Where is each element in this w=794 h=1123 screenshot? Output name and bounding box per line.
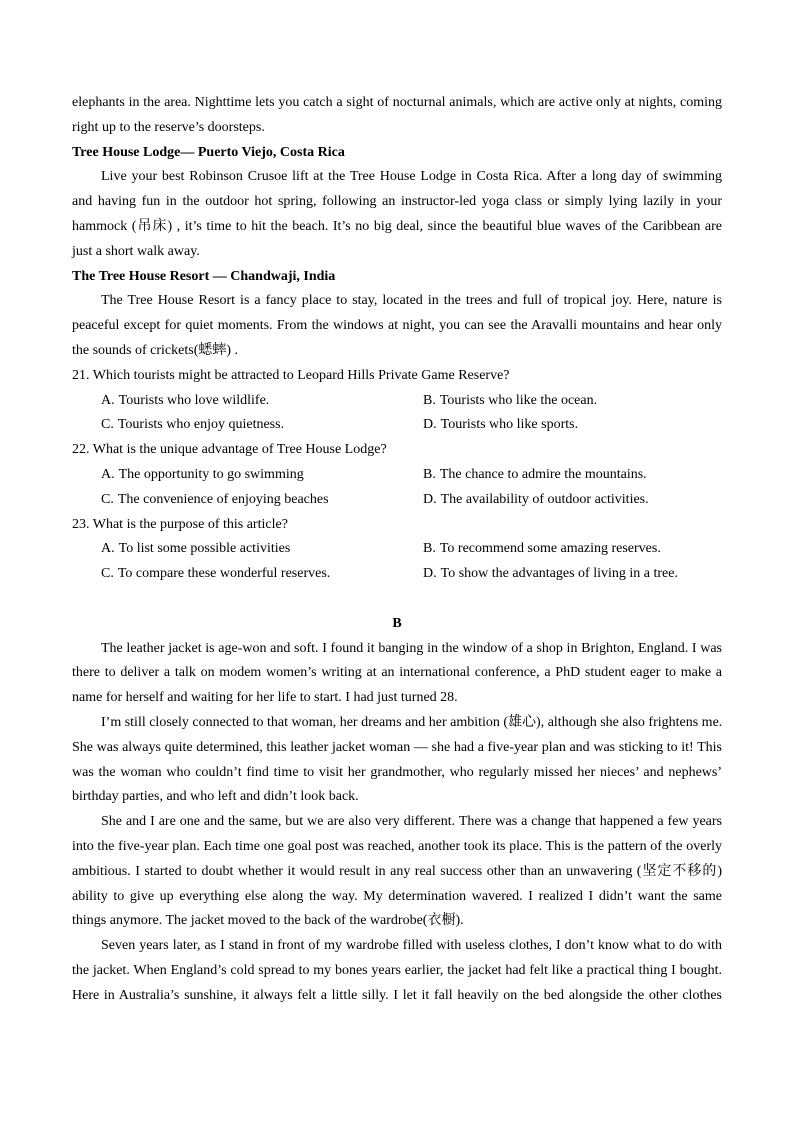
paragraph-line: peaceful except for quiet moments. From the windows at night, you can see the Aravalli mountains and hear only [72, 318, 722, 334]
paragraph-line: She and I are one and the same, but we are also very different. There was a change that happened a few years [101, 814, 722, 830]
paragraph-line: elephants in the area. Nighttime lets you catch a sight of nocturnal animals, which are active only at nights, coming [72, 95, 722, 110]
option-text: Tourists who love wildlife. [118, 392, 270, 408]
paragraph-line: Seven years later, as I stand in front of my wardrobe filled with useless clothes, I don’t know what to do with [101, 938, 722, 954]
paragraph [72, 934, 722, 1008]
option-text: Tourists who like sports. [440, 417, 579, 433]
option-a [101, 537, 423, 562]
option-label: B. [423, 541, 436, 557]
option-text: The opportunity to go swimming [118, 466, 304, 482]
option-b [423, 389, 745, 414]
passage-b [72, 612, 722, 1009]
option-row [72, 389, 722, 414]
paragraph-line: birthday parties, and who left and didn’t look back. [72, 789, 359, 805]
paragraph [72, 711, 722, 810]
option-c [101, 413, 423, 438]
question-23 [72, 513, 722, 587]
option-label: A. [101, 541, 115, 557]
option-text: The convenience of enjoying beaches [117, 491, 329, 507]
section-tree-house-lodge [72, 141, 722, 265]
paragraph-line: was the woman who couldn’t find time to visit her grandmother, who regularly missed her nieces’ and nephews’ [72, 764, 722, 780]
passage-a-tail [72, 91, 722, 141]
option-c [101, 562, 423, 587]
option-text: To show the advantages of living in a tree. [440, 566, 678, 582]
question-22 [72, 438, 722, 512]
option-label: B. [423, 392, 436, 408]
paragraph [72, 810, 722, 934]
paragraph-line: hammock (吊床) , it’s time to hit the beach. It’s no big deal, since the beautiful blue waves of the Caribbean are [72, 218, 722, 234]
paragraph-line: She was always quite determined, this leather jacket woman — she had a five-year plan and was sticking to it! This [72, 739, 722, 755]
option-label: D. [423, 566, 437, 582]
option-a [101, 389, 423, 414]
paragraph-line: I’m still closely connected to that woman, her dreams and her ambition (雄心), although she also frightens me. [101, 714, 723, 730]
option-text: To compare these wonderful reserves. [117, 566, 331, 582]
question-21 [72, 364, 722, 438]
option-row [72, 488, 722, 513]
section-tree-house-resort [72, 265, 722, 364]
paragraph-line: Here in Australia’s sunshine, it always felt a little silly. I let it fall heavily on the bed alongside the other clothes [72, 987, 722, 1003]
option-row [72, 562, 722, 587]
paragraph-line: The Tree House Resort is a fancy place to stay, located in the trees and full of tropical joy. Here, nature is [101, 293, 722, 309]
paragraph [72, 637, 722, 711]
option-row [72, 413, 722, 438]
section-heading: The Tree House Resort — Chandwaji, India [72, 268, 336, 284]
option-d [423, 488, 745, 513]
option-text: The availability of outdoor activities. [440, 491, 649, 507]
option-a [101, 463, 423, 488]
question-stem: 23. What is the purpose of this article? [72, 516, 288, 532]
paragraph-line: there to deliver a talk on modem women’s writing at an international conference, a PhD student eager to make a [72, 665, 722, 681]
option-label: C. [101, 566, 114, 582]
option-row [72, 537, 722, 562]
paragraph-line: the jacket. When England’s cold spread to my bones years earlier, the jacket had felt like a practical thing I bought. [72, 962, 722, 978]
option-label: C. [101, 417, 114, 433]
option-b [423, 463, 745, 488]
option-text: To list some possible activities [118, 541, 291, 557]
section-heading: Tree House Lodge— Puerto Viejo, Costa Rica [72, 144, 345, 160]
option-label: B. [423, 466, 436, 482]
paragraph-line: just a short walk away. [72, 243, 200, 259]
question-stem: 21. Which tourists might be attracted to Leopard Hills Private Game Reserve? [72, 367, 510, 383]
option-d [423, 562, 745, 587]
option-label: A. [101, 392, 115, 408]
option-text: Tourists who enjoy quietness. [117, 417, 285, 433]
paragraph-line: right up to the reserve’s doorsteps. [72, 119, 265, 135]
option-label: D. [423, 417, 437, 433]
paragraph-line: the sounds of crickets(蟋蟀) . [72, 342, 239, 358]
option-b [423, 537, 745, 562]
document-page [72, 91, 722, 1008]
option-row [72, 463, 722, 488]
paragraph-line: Live your best Robinson Crusoe lift at the Tree House Lodge in Costa Rica. After a long day of swimming [101, 169, 722, 185]
option-label: D. [423, 491, 437, 507]
blank-line [72, 587, 722, 612]
paragraph-line: into the five-year plan. Each time one goal post was reached, another took its place. This is the pattern of the overly [72, 838, 722, 854]
option-text: Tourists who like the ocean. [439, 392, 598, 408]
paragraph-line: and having fun in the outdoor hot spring, following an instructor-led yoga class or simply lying lazily in your [72, 194, 722, 210]
passage-label: B [392, 615, 402, 631]
option-text: To recommend some amazing reserves. [439, 541, 661, 557]
option-label: A. [101, 466, 115, 482]
option-c [101, 488, 423, 513]
paragraph-line: The leather jacket is age-won and soft. I found it banging in the window of a shop in Brighton, England. I was [101, 640, 722, 656]
option-d [423, 413, 745, 438]
paragraph-line: ambitious. I started to doubt whether it would result in any real success other than an unwavering (坚定不移的) [72, 863, 722, 879]
paragraph-line: things anymore. The jacket moved to the back of the wardrobe(衣橱). [72, 913, 464, 929]
paragraph-line: ability to give up everything else along the way. My determination wavered. I realized I didn’t want the same [72, 888, 722, 904]
option-text: The chance to admire the mountains. [439, 466, 647, 482]
option-label: C. [101, 491, 114, 507]
question-stem: 22. What is the unique advantage of Tree House Lodge? [72, 442, 387, 458]
paragraph-line: name for herself and waiting for her life to start. I had just turned 28. [72, 690, 458, 706]
